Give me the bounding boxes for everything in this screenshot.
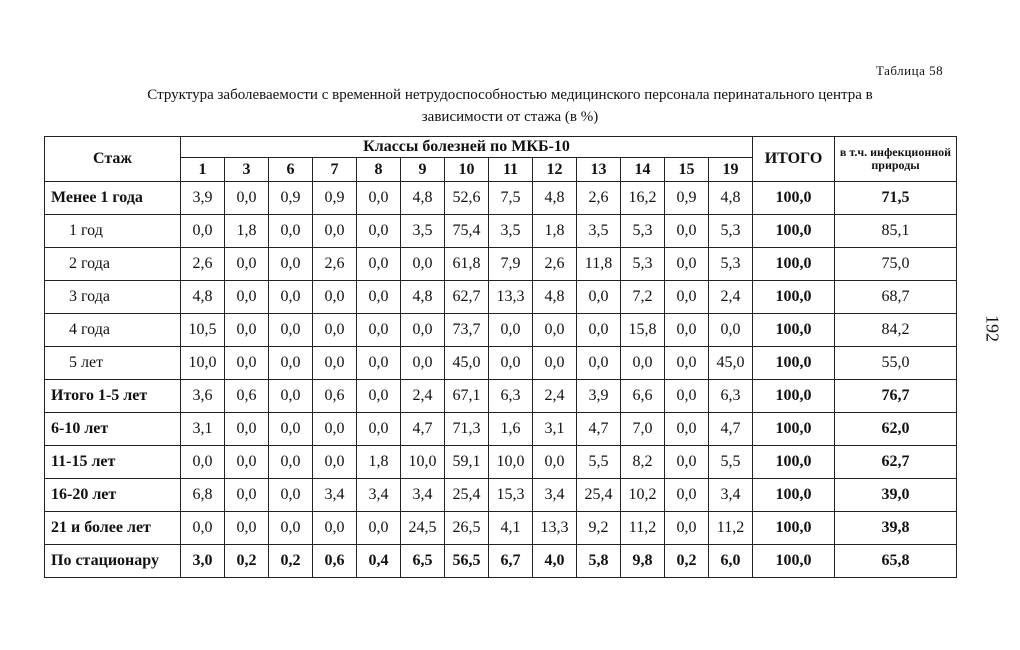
value-cell: 0,0 [401,347,445,380]
value-cell: 8,2 [621,446,665,479]
value-cell: 11,8 [577,248,621,281]
value-cell: 0,0 [181,512,225,545]
infectious-cell: 62,0 [835,413,957,446]
value-cell: 10,5 [181,314,225,347]
title-line-1: Структура заболеваемости с временной нетрудоспособностью медицинского персонала перинатального центра в [147,87,873,103]
value-cell: 0,0 [225,281,269,314]
header-total: ИТОГО [753,137,835,182]
value-cell: 0,0 [401,248,445,281]
value-cell: 0,0 [357,182,401,215]
value-cell: 0,0 [357,347,401,380]
value-cell: 0,0 [357,380,401,413]
value-cell: 0,0 [313,281,357,314]
value-cell: 0,0 [313,215,357,248]
value-cell: 3,5 [401,215,445,248]
morbidity-table [44,136,957,578]
value-cell: 3,1 [181,413,225,446]
value-cell: 26,5 [445,512,489,545]
value-cell: 4,7 [401,413,445,446]
value-cell: 6,8 [181,479,225,512]
value-cell: 6,3 [709,380,753,413]
value-cell: 0,0 [357,248,401,281]
header-infectious: в т.ч. инфекционной природы [835,137,957,182]
value-cell: 3,9 [577,380,621,413]
value-cell: 24,5 [401,512,445,545]
table-row [45,347,957,380]
value-cell: 5,3 [709,215,753,248]
row-label: 16-20 лет [45,479,181,512]
value-cell: 52,6 [445,182,489,215]
value-cell: 0,2 [225,545,269,578]
row-label: 2 года [45,248,181,281]
class-code-header: 1 [181,158,225,182]
value-cell: 7,0 [621,413,665,446]
total-cell: 100,0 [753,413,835,446]
value-cell: 0,0 [269,512,313,545]
value-cell: 4,8 [181,281,225,314]
value-cell: 0,0 [709,314,753,347]
class-code-header: 13 [577,158,621,182]
value-cell: 0,0 [181,446,225,479]
row-label: Менее 1 года [45,182,181,215]
value-cell: 11,2 [621,512,665,545]
class-code-header: 15 [665,158,709,182]
infectious-cell: 39,8 [835,512,957,545]
value-cell: 0,0 [269,446,313,479]
value-cell: 13,3 [533,512,577,545]
infectious-cell: 65,8 [835,545,957,578]
total-cell: 100,0 [753,182,835,215]
value-cell: 0,0 [665,215,709,248]
value-cell: 2,6 [577,182,621,215]
total-cell: 100,0 [753,215,835,248]
value-cell: 0,0 [577,347,621,380]
value-cell: 0,0 [621,347,665,380]
value-cell: 0,0 [225,314,269,347]
value-cell: 3,4 [313,479,357,512]
value-cell: 10,0 [401,446,445,479]
value-cell: 1,6 [489,413,533,446]
table-number: Таблица 58 [876,63,944,78]
value-cell: 0,0 [401,314,445,347]
value-cell: 0,0 [269,413,313,446]
total-cell: 100,0 [753,446,835,479]
total-cell: 100,0 [753,545,835,578]
total-cell: 100,0 [753,479,835,512]
value-cell: 0,0 [225,413,269,446]
value-cell: 45,0 [445,347,489,380]
class-code-header: 3 [225,158,269,182]
value-cell: 3,5 [577,215,621,248]
value-cell: 10,0 [489,446,533,479]
value-cell: 6,3 [489,380,533,413]
value-cell: 5,3 [621,215,665,248]
value-cell: 6,7 [489,545,533,578]
value-cell: 0,0 [665,248,709,281]
value-cell: 0,0 [665,413,709,446]
class-code-header: 7 [313,158,357,182]
value-cell: 2,6 [181,248,225,281]
value-cell: 4,8 [533,281,577,314]
table-row [45,314,957,347]
value-cell: 0,0 [269,248,313,281]
total-cell: 100,0 [753,314,835,347]
class-code-header: 12 [533,158,577,182]
value-cell: 4,8 [401,281,445,314]
value-cell: 3,4 [533,479,577,512]
value-cell: 0,0 [225,479,269,512]
value-cell: 2,4 [401,380,445,413]
value-cell: 4,8 [533,182,577,215]
table-row [45,380,957,413]
value-cell: 16,2 [621,182,665,215]
value-cell: 1,8 [225,215,269,248]
value-cell: 0,0 [181,215,225,248]
value-cell: 0,6 [313,545,357,578]
value-cell: 0,0 [533,314,577,347]
row-label: Итого 1-5 лет [45,380,181,413]
value-cell: 0,0 [269,314,313,347]
value-cell: 5,3 [621,248,665,281]
value-cell: 0,0 [577,281,621,314]
value-cell: 7,5 [489,182,533,215]
value-cell: 0,0 [313,512,357,545]
value-cell: 0,0 [269,479,313,512]
value-cell: 0,6 [313,380,357,413]
table-row [45,182,957,215]
total-cell: 100,0 [753,248,835,281]
infectious-cell: 76,7 [835,380,957,413]
row-label: 1 год [45,215,181,248]
value-cell: 0,0 [489,347,533,380]
value-cell: 0,0 [665,347,709,380]
value-cell: 4,7 [577,413,621,446]
value-cell: 4,8 [709,182,753,215]
value-cell: 67,1 [445,380,489,413]
value-cell: 4,7 [709,413,753,446]
value-cell: 11,2 [709,512,753,545]
class-code-header: 14 [621,158,665,182]
value-cell: 0,0 [357,314,401,347]
value-cell: 9,2 [577,512,621,545]
value-cell: 0,0 [357,512,401,545]
value-cell: 5,5 [709,446,753,479]
class-code-header: 10 [445,158,489,182]
value-cell: 0,0 [489,314,533,347]
value-cell: 0,0 [357,413,401,446]
total-cell: 100,0 [753,281,835,314]
table-row [45,281,957,314]
infectious-cell: 75,0 [835,248,957,281]
value-cell: 0,0 [313,446,357,479]
value-cell: 4,0 [533,545,577,578]
value-cell: 0,0 [577,314,621,347]
header-classes: Классы болезней по МКБ-10 [181,137,753,158]
row-label: 3 года [45,281,181,314]
row-label: 21 и более лет [45,512,181,545]
row-label: 5 лет [45,347,181,380]
value-cell: 9,8 [621,545,665,578]
value-cell: 3,9 [181,182,225,215]
value-cell: 0,0 [357,281,401,314]
class-code-header: 19 [709,158,753,182]
value-cell: 6,0 [709,545,753,578]
value-cell: 0,0 [313,347,357,380]
total-cell: 100,0 [753,347,835,380]
infectious-cell: 55,0 [835,347,957,380]
table-row [45,215,957,248]
value-cell: 10,0 [181,347,225,380]
value-cell: 25,4 [577,479,621,512]
infectious-cell: 84,2 [835,314,957,347]
value-cell: 56,5 [445,545,489,578]
value-cell: 0,0 [225,446,269,479]
table-body [45,182,957,578]
infectious-cell: 85,1 [835,215,957,248]
title-line-2: зависимости от стажа (в %) [421,109,599,125]
value-cell: 62,7 [445,281,489,314]
value-cell: 1,8 [533,215,577,248]
value-cell: 0,0 [313,314,357,347]
value-cell: 0,9 [269,182,313,215]
value-cell: 0,0 [269,281,313,314]
value-cell: 10,2 [621,479,665,512]
value-cell: 61,8 [445,248,489,281]
value-cell: 0,2 [665,545,709,578]
value-cell: 7,9 [489,248,533,281]
value-cell: 0,0 [313,413,357,446]
value-cell: 2,6 [533,248,577,281]
value-cell: 1,8 [357,446,401,479]
class-code-header: 6 [269,158,313,182]
value-cell: 13,3 [489,281,533,314]
value-cell: 15,3 [489,479,533,512]
value-cell: 0,0 [533,347,577,380]
value-cell: 2,6 [313,248,357,281]
value-cell: 5,3 [709,248,753,281]
value-cell: 0,0 [269,215,313,248]
table-row [45,446,957,479]
value-cell: 2,4 [533,380,577,413]
row-label: По стационару [45,545,181,578]
table-title [60,84,960,128]
row-label: 11-15 лет [45,446,181,479]
value-cell: 5,8 [577,545,621,578]
value-cell: 0,0 [665,281,709,314]
class-code-header: 8 [357,158,401,182]
value-cell: 0,0 [665,512,709,545]
value-cell: 7,2 [621,281,665,314]
infectious-cell: 62,7 [835,446,957,479]
class-code-header: 11 [489,158,533,182]
value-cell: 25,4 [445,479,489,512]
table-row [45,512,957,545]
value-cell: 0,0 [665,380,709,413]
value-cell: 71,3 [445,413,489,446]
value-cell: 59,1 [445,446,489,479]
value-cell: 6,5 [401,545,445,578]
value-cell: 5,5 [577,446,621,479]
header-stage: Стаж [45,137,181,182]
value-cell: 2,4 [709,281,753,314]
total-cell: 100,0 [753,512,835,545]
value-cell: 0,0 [269,380,313,413]
value-cell: 3,4 [401,479,445,512]
total-cell: 100,0 [753,380,835,413]
page-number: 192 [982,315,1003,342]
value-cell: 15,8 [621,314,665,347]
value-cell: 0,0 [665,314,709,347]
value-cell: 0,0 [225,248,269,281]
row-label: 6-10 лет [45,413,181,446]
value-cell: 3,4 [357,479,401,512]
value-cell: 45,0 [709,347,753,380]
infectious-cell: 68,7 [835,281,957,314]
value-cell: 0,0 [357,215,401,248]
value-cell: 0,0 [225,182,269,215]
value-cell: 0,6 [225,380,269,413]
value-cell: 0,0 [665,446,709,479]
value-cell: 75,4 [445,215,489,248]
table-row [45,479,957,512]
infectious-cell: 71,5 [835,182,957,215]
value-cell: 0,0 [269,347,313,380]
value-cell: 3,6 [181,380,225,413]
value-cell: 73,7 [445,314,489,347]
value-cell: 0,9 [313,182,357,215]
value-cell: 3,4 [709,479,753,512]
value-cell: 3,5 [489,215,533,248]
table-row [45,413,957,446]
value-cell: 4,8 [401,182,445,215]
class-code-header: 9 [401,158,445,182]
value-cell: 6,6 [621,380,665,413]
table-row [45,545,957,578]
value-cell: 4,1 [489,512,533,545]
value-cell: 3,0 [181,545,225,578]
value-cell: 3,1 [533,413,577,446]
value-cell: 0,9 [665,182,709,215]
value-cell: 0,0 [665,479,709,512]
value-cell: 0,0 [225,347,269,380]
value-cell: 0,0 [225,512,269,545]
value-cell: 0,2 [269,545,313,578]
value-cell: 0,0 [533,446,577,479]
row-label: 4 года [45,314,181,347]
value-cell: 0,4 [357,545,401,578]
table-row [45,248,957,281]
infectious-cell: 39,0 [835,479,957,512]
